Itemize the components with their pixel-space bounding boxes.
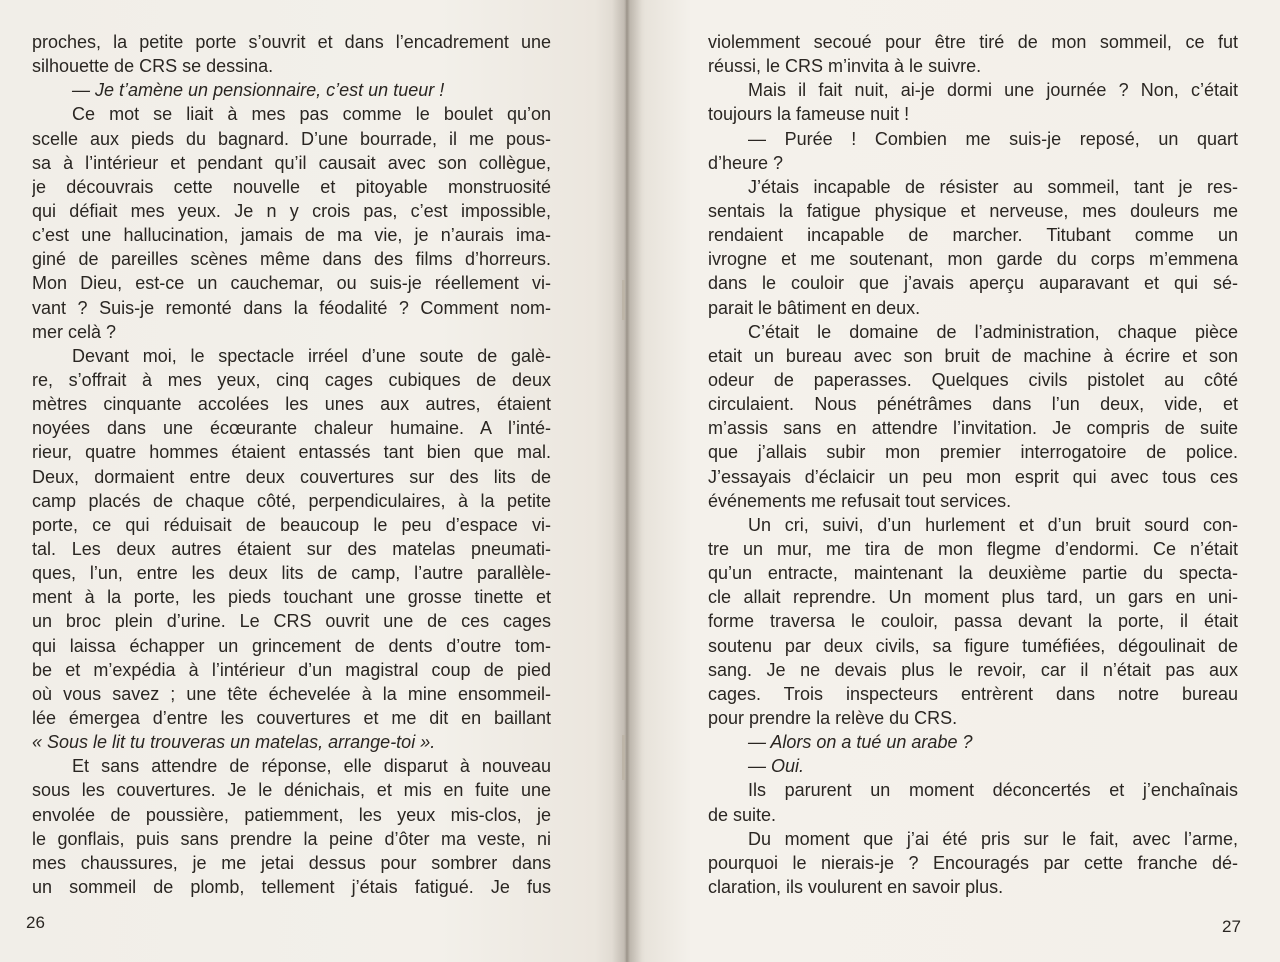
text-line: Ce mot se liait à mes pas comme le boulet qu’on <box>72 104 551 125</box>
text-line: un broc plein d’urine. Le CRS ouvrit une de ces cages <box>32 611 551 632</box>
text-line: tal. Les deux autres étaient sur des matelas pneumati- <box>32 538 551 559</box>
text-line: re, s’offrait à mes yeux, cinq cages cubiques de deux <box>32 369 551 390</box>
text-line: scelle aux pieds du bagnard. D’une bourrade, il me pous- <box>32 128 551 149</box>
text-line: silhouette de CRS se dessina. <box>32 56 274 77</box>
book-gutter <box>612 0 642 962</box>
text-line: rendaient incapable de marcher. Titubant comme un <box>708 225 1238 246</box>
text-line: Ils parurent un moment déconcertés et j’enchaînais <box>748 780 1238 801</box>
text-line: violemment secoué pour être tiré de mon sommeil, ce fut <box>708 32 1238 52</box>
text-line: où vous savez ; une tête échevelée à la mine ensommeil- <box>32 683 551 704</box>
text-line: proches, la petite porte s’ouvrit et dans l’encadrement une <box>32 32 551 52</box>
text-line: Et sans attendre de réponse, elle disparut à nouveau <box>72 756 551 777</box>
text-line: — Purée ! Combien me suis-je reposé, un quart <box>748 128 1238 149</box>
text-line: Un cri, suivi, d’un hurlement et d’un bruit sourd con- <box>748 514 1238 535</box>
text-line: ivrogne et me soutenant, mon garde du corps m’emmena <box>708 249 1238 270</box>
text-line: porte, ce qui réduisait de beaucoup le peu d’espace vi- <box>32 514 551 535</box>
text-line: Devant moi, le spectacle irréel d’une soute de galè- <box>72 345 551 366</box>
text-line: — Oui. <box>748 756 805 777</box>
text-line: tre un mur, me tira de mon flegme d’endormi. Ce n’était <box>708 538 1238 559</box>
text-line: giné de pareilles scènes même dans des films d’horreurs. <box>32 249 551 270</box>
text-line: forme traversa le couloir, passa devant la porte, il était <box>708 611 1238 632</box>
text-line: — Alors on a tué un arabe ? <box>748 732 973 753</box>
binding-thread <box>622 735 625 780</box>
right-page-text <box>708 30 1238 899</box>
text-line: circulaient. Nous pénétrâmes dans l’un deux, vide, et <box>708 394 1238 415</box>
text-line: noyées dans une écœurante chaleur humaine. A l’inté- <box>32 418 551 439</box>
text-line: un sommeil de plomb, tellement j’étais fatigué. Je fus <box>32 876 551 897</box>
text-line: que j’allais subir mon premier interrogatoire de police. <box>708 442 1238 463</box>
text-line: parait le bâtiment en deux. <box>708 297 921 318</box>
text-line: événements me refusait tout services. <box>708 490 1012 511</box>
text-line: J’étais incapable de résister au sommeil, tant je res- <box>748 176 1238 197</box>
text-line: be et m’expédia à l’intérieur d’un magistral coup de pied <box>32 659 551 680</box>
left-page <box>0 0 626 962</box>
text-line: rieur, quatre hommes étaient entassés tant bien que mal. <box>32 442 551 463</box>
text-line: cle allait reprendre. Un moment plus tard, un gars en uni- <box>708 587 1238 608</box>
text-line: cages. Trois inspecteurs entrèrent dans notre bureau <box>708 683 1238 704</box>
text-line: Mais il fait nuit, ai-je dormi une journée ? Non, c’était <box>748 80 1238 101</box>
text-line: qui défiait mes yeux. Je n y crois pas, c’est impossible, <box>32 200 551 221</box>
binding-thread <box>622 280 625 320</box>
text-line: ques, l’un, entre les deux lits de camp, l’autre parallèle- <box>32 563 551 584</box>
text-line: Mon Dieu, est-ce un cauchemar, ou suis-je réellement vi- <box>32 273 551 294</box>
text-line: le gonflais, puis sans prendre la peine d’ôter ma veste, ni <box>32 828 551 849</box>
text-line: — Je t’amène un pensionnaire, c’est un tueur ! <box>72 80 445 101</box>
text-line: qu’un entracte, maintenant la deuxième partie du specta- <box>708 563 1238 584</box>
text-line: de suite. <box>708 804 777 825</box>
text-line: envolée de poussière, patiemment, les yeux mis-clos, je <box>32 804 551 825</box>
text-line: mes chaussures, je me jetai dessus pour sombrer dans <box>32 852 551 873</box>
text-line: etait un bureau avec son bruit de machine à écrire et son <box>708 345 1238 366</box>
left-page-number: 26 <box>26 913 45 932</box>
text-line: vant ? Suis-je remonté dans la féodalité ? Comment nom- <box>32 297 551 318</box>
text-line: sa à l’intérieur et pendant qu’il causait avec son collègue, <box>32 152 551 173</box>
text-line: camp placés de chaque côté, perpendiculaires, à la petite <box>32 490 551 511</box>
text-line: réussi, le CRS m’invita à le suivre. <box>708 56 982 77</box>
left-page-text <box>32 30 551 899</box>
text-line: lée émergea d’entre les couvertures et me dit en baillant <box>32 707 551 728</box>
text-line: Deux, dormaient entre deux couvertures sur des lits de <box>32 466 551 487</box>
text-line: mètres cinquante accolées les unes aux autres, étaient <box>32 394 551 415</box>
text-line: mer celà ? <box>32 321 117 342</box>
text-line: pour prendre la relève du CRS. <box>708 707 958 728</box>
text-line: claration, ils voulurent en savoir plus. <box>708 876 1004 897</box>
right-page-number: 27 <box>1222 917 1241 936</box>
right-page <box>626 0 1280 962</box>
text-line: pourquoi le nierais-je ? Encouragés par cette franche dé- <box>708 852 1238 873</box>
text-line: qui laissa échapper un grincement de dents d’outre tom- <box>32 635 551 656</box>
text-line: m’assis sans en attendre l’invitation. Je compris de suite <box>708 418 1238 439</box>
text-line: odeur de paperasses. Quelques civils pistolet au côté <box>708 369 1238 390</box>
text-line: ment à la porte, les pieds touchant une grosse tinette et <box>32 587 551 608</box>
text-line: c’est une hallucination, jamais de ma vie, je n’aurais ima- <box>32 225 551 246</box>
text-line: sentais la fatigue physique et nerveuse, mes douleurs me <box>708 200 1238 221</box>
text-line: je découvrais cette nouvelle et pitoyable monstruosité <box>32 176 551 197</box>
text-line: « Sous le lit tu trouveras un matelas, arrange-toi ». <box>32 732 436 753</box>
text-line: dans le couloir que j’avais aperçu auparavant et qui sé- <box>708 273 1238 294</box>
text-line: sous les couvertures. Je le dénichais, et mis en fuite une <box>32 780 551 801</box>
text-line: toujours la fameuse nuit ! <box>708 104 910 125</box>
text-line: J’essayais d’éclaicir un peu mon esprit qui avec tous ces <box>708 466 1238 487</box>
text-line: sang. Je ne devais plus le revoir, car il n’était pas aux <box>708 659 1238 680</box>
text-line: C’était le domaine de l’administration, chaque pièce <box>748 321 1238 342</box>
text-line: Du moment que j’ai été pris sur le fait, avec l’arme, <box>748 828 1238 849</box>
text-line: d’heure ? <box>708 152 784 173</box>
text-line: soutenu par deux civils, sa figure tuméfiées, dégoulinait de <box>708 635 1238 656</box>
